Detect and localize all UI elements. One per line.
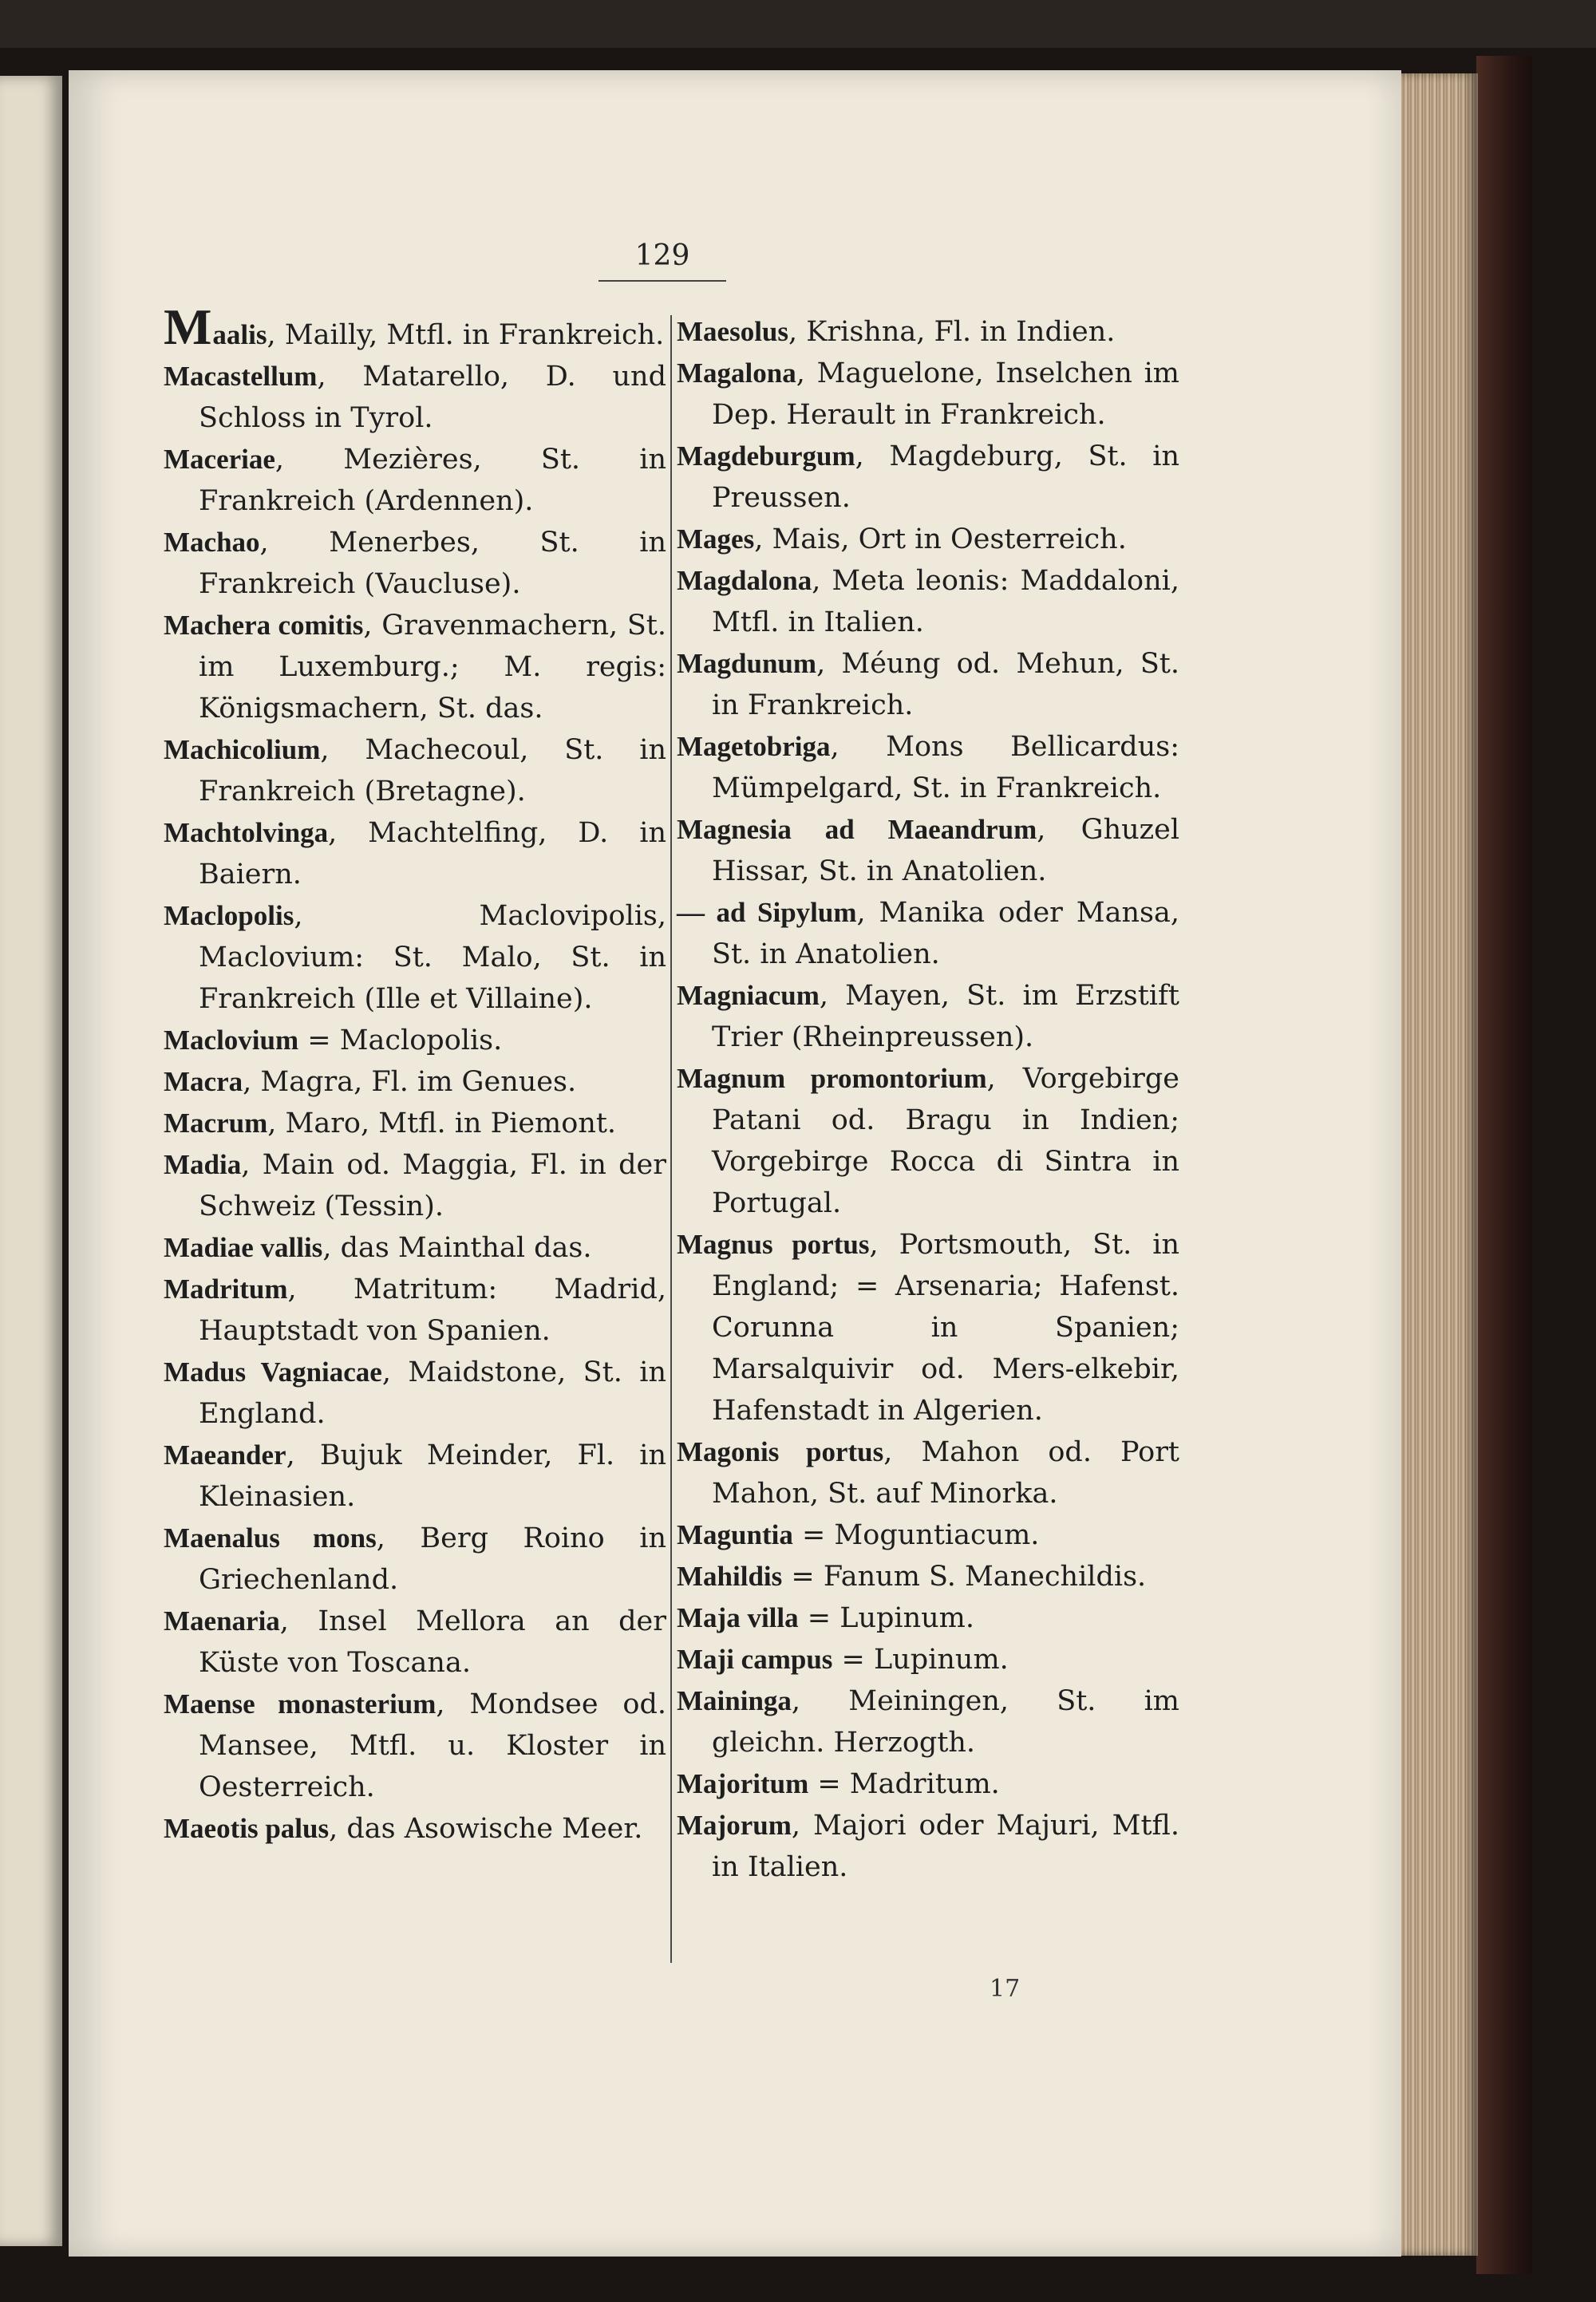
entry-text: , Matarello, D. und Schloss in Tyrol.: [199, 361, 666, 434]
entry-headword: Madiae vallis: [164, 1232, 323, 1263]
entry-text: , Berg Roino in Griechenland.: [199, 1522, 666, 1596]
entry-headword: Mahildis: [677, 1561, 783, 1592]
page-number: 129: [598, 239, 726, 282]
dictionary-entry: [164, 298, 666, 356]
entry-text: , das Mainthal das.: [322, 1232, 592, 1264]
dictionary-entry: [677, 1556, 1179, 1597]
entry-headword: Magdeburgum: [677, 440, 855, 472]
entry-headword: Macra: [164, 1066, 243, 1097]
entry-text: , Mahon od. Port Mahon, St. auf Minorka.: [712, 1436, 1179, 1510]
dictionary-entry: [164, 1518, 666, 1601]
dictionary-entry: [677, 1639, 1179, 1680]
entry-text: , das Asowische Meer.: [329, 1813, 643, 1845]
entry-text: , Gravenmachern, St. im Luxemburg.; M. regis: Königsmachern, St. das.: [199, 610, 666, 725]
dictionary-entry: [677, 1431, 1179, 1514]
entry-headword: Magnus portus: [677, 1229, 870, 1260]
entry-headword: Machera comitis: [164, 610, 364, 641]
entry-headword: Macastellum: [164, 361, 318, 392]
initial-capital: M: [164, 298, 213, 355]
entry-headword: Maclovium: [164, 1025, 299, 1056]
entry-text: , Matritum: Madrid, Hauptstadt von Spanien.: [199, 1273, 666, 1347]
left-column: [164, 298, 667, 1850]
dictionary-entry: [677, 1805, 1179, 1888]
entry-headword: Maja villa: [677, 1602, 799, 1633]
entry-headword: Machtolvinga: [164, 817, 329, 848]
dictionary-entry: [677, 311, 1179, 353]
dictionary-entry: [164, 812, 666, 895]
dictionary-entry: [677, 1514, 1179, 1556]
dictionary-entry: [164, 1144, 666, 1227]
entry-text: , Meta leonis: Maddaloni, Mtfl. in Italien.: [712, 565, 1179, 638]
entry-headword: Madritum: [164, 1273, 288, 1305]
dictionary-entry: [677, 643, 1179, 726]
entry-headword: Maji campus: [677, 1644, 833, 1675]
entry-headword: Maininga: [677, 1685, 792, 1716]
column-divider: [670, 315, 672, 1963]
dictionary-entry: [164, 356, 666, 439]
entry-headword: Majorum: [677, 1810, 792, 1841]
entry-text: = Madritum.: [808, 1768, 1000, 1800]
entry-text: = Fanum S. Manechildis.: [782, 1561, 1147, 1593]
entry-headword: Macrum: [164, 1108, 268, 1139]
entry-headword: Magdalona: [677, 565, 812, 596]
dictionary-entry: [164, 1808, 666, 1850]
dictionary-entry: [677, 1763, 1179, 1805]
entry-text: , Magra, Fl. im Genues.: [243, 1066, 577, 1098]
entry-headword: Magetobriga: [677, 731, 831, 762]
dictionary-entry: [164, 1269, 666, 1352]
entry-headword: — ad Sipylum: [677, 897, 857, 928]
entry-text: , Insel Mellora an der Küste von Toscana.: [199, 1605, 666, 1679]
entry-text: , Maidstone, St. in England.: [199, 1356, 667, 1430]
entry-text: = Moguntiacum.: [792, 1519, 1040, 1551]
entry-text: , Mons Bellicardus: Mümpelgard, St. in Frankreich.: [712, 731, 1179, 804]
entry-text: , Mailly, Mtfl. in Frankreich.: [267, 319, 665, 351]
entry-text: , Majori oder Majuri, Mtfl. in Italien.: [712, 1810, 1179, 1883]
entry-headword: Machicolium: [164, 734, 321, 765]
entry-headword: Magnesia ad Maeandrum: [677, 814, 1037, 845]
previous-page-edge: [0, 76, 62, 2246]
entry-text: , Maro, Mtfl. in Piemont.: [267, 1108, 617, 1139]
entry-headword: Magniacum: [677, 980, 820, 1011]
entry-headword: Maense monasterium: [164, 1688, 437, 1720]
dictionary-entry: [164, 1601, 666, 1684]
dictionary-entry: [677, 1597, 1179, 1639]
entry-text: , Menerbes, St. in Frankreich (Vaucluse).: [199, 527, 666, 600]
entry-headword: Magonis portus: [677, 1436, 884, 1467]
right-column: [677, 311, 1179, 1888]
entry-text: , Machtelfing, D. in Baiern.: [199, 817, 666, 890]
book-cover-edge: [1476, 56, 1532, 2274]
entry-headword: Mages: [677, 523, 755, 555]
entry-text: , Meiningen, St. im gleichn. Herzogth.: [712, 1685, 1179, 1759]
entry-text: , Mondsee od. Mansee, Mtfl. u. Kloster in Oesterreich.: [199, 1688, 666, 1803]
dictionary-entry: [164, 1103, 666, 1144]
entry-text: , Mayen, St. im Erzstift Trier (Rheinpreussen).: [712, 980, 1179, 1053]
entry-text: , Méung od. Mehun, St. in Frankreich.: [712, 648, 1179, 721]
entry-headword: Maenaria: [164, 1605, 280, 1637]
dictionary-entry: [164, 1227, 666, 1269]
dictionary-entry: [164, 605, 666, 729]
signature-mark: 17: [990, 1975, 1021, 2003]
entry-headword: Magdunum: [677, 648, 817, 679]
entry-headword: Maeander: [164, 1439, 286, 1471]
entry-text: , Krishna, Fl. in Indien.: [788, 316, 1116, 348]
dictionary-entry: [677, 1224, 1179, 1431]
entry-text: , Portsmouth, St. in England; = Arsenaria; Hafenst. Corunna in Spanien; Marsalquivir od. Mers-elkebir, Hafenstadt in Algerien.: [712, 1229, 1180, 1427]
dictionary-entry: [164, 522, 666, 605]
dictionary-entry: [677, 436, 1179, 519]
entry-text: , Manika oder Mansa, St. in Anatolien.: [712, 897, 1180, 970]
entry-text: = Lupinum.: [832, 1644, 1009, 1676]
entry-headword: Maeotis palus: [164, 1813, 330, 1844]
entry-headword: Madus Vagniacae: [164, 1356, 382, 1388]
entry-text: , Magdeburg, St. in Preussen.: [712, 440, 1179, 514]
entry-text: , Vorgebirge Patani od. Bragu in Indien; Vorgebirge Rocca di Sintra in Portugal.: [712, 1063, 1179, 1219]
entry-text: , Machecoul, St. in Frankreich (Bretagne).: [199, 734, 666, 807]
dictionary-entry: [677, 975, 1179, 1058]
entry-text: , Mais, Ort in Oesterreich.: [754, 523, 1127, 555]
dictionary-entry: [677, 519, 1179, 560]
entry-headword: Maguntia: [677, 1519, 793, 1550]
entry-headword: Machao: [164, 527, 260, 558]
entry-headword: Maenalus mons: [164, 1522, 377, 1554]
dictionary-entry: [164, 1684, 666, 1808]
headword-rest: aalis: [212, 319, 267, 350]
entry-headword: Maceriae: [164, 444, 275, 475]
entry-headword: Magalona: [677, 357, 796, 389]
dictionary-entry: [164, 1061, 666, 1103]
entry-headword: [164, 298, 267, 355]
entry-text: , Mezières, St. in Frankreich (Ardennen).: [199, 444, 666, 517]
entry-text: , Ghuzel Hissar, St. in Anatolien.: [712, 814, 1180, 887]
dictionary-entry: [677, 353, 1179, 436]
dictionary-entry: [164, 1020, 666, 1061]
dictionary-entry: [677, 560, 1179, 643]
entry-text: = Lupinum.: [798, 1602, 974, 1634]
dictionary-entry: [164, 729, 666, 812]
dictionary-entry: [164, 895, 666, 1020]
dictionary-entry: [164, 439, 666, 522]
entry-headword: Maesolus: [677, 316, 788, 347]
entry-headword: Majoritum: [677, 1768, 809, 1799]
dictionary-entry: [677, 1680, 1179, 1763]
dictionary-entry: [164, 1352, 666, 1435]
dictionary-entry: [677, 809, 1179, 892]
entry-headword: Magnum promontorium: [677, 1063, 987, 1094]
dictionary-entry: [677, 1058, 1179, 1224]
dictionary-entry: [164, 1435, 666, 1518]
dictionary-entry: [677, 892, 1179, 975]
entry-text: , Maguelone, Inselchen im Dep. Herault in Frankreich.: [712, 357, 1179, 431]
entry-headword: Madia: [164, 1149, 242, 1180]
entry-text: , Maclovipolis, Maclovium: St. Malo, St. in Frankreich (Ille et Villaine).: [199, 900, 666, 1015]
page-block-edges: [1401, 73, 1478, 2256]
entry-text: = Maclopolis.: [298, 1025, 503, 1056]
entry-text: , Bujuk Meinder, Fl. in Kleinasien.: [199, 1439, 666, 1513]
entry-headword: Maclopolis: [164, 900, 294, 931]
dictionary-entry: [677, 726, 1179, 809]
entry-text: , Main od. Maggia, Fl. in der Schweiz (Tessin).: [199, 1149, 666, 1222]
